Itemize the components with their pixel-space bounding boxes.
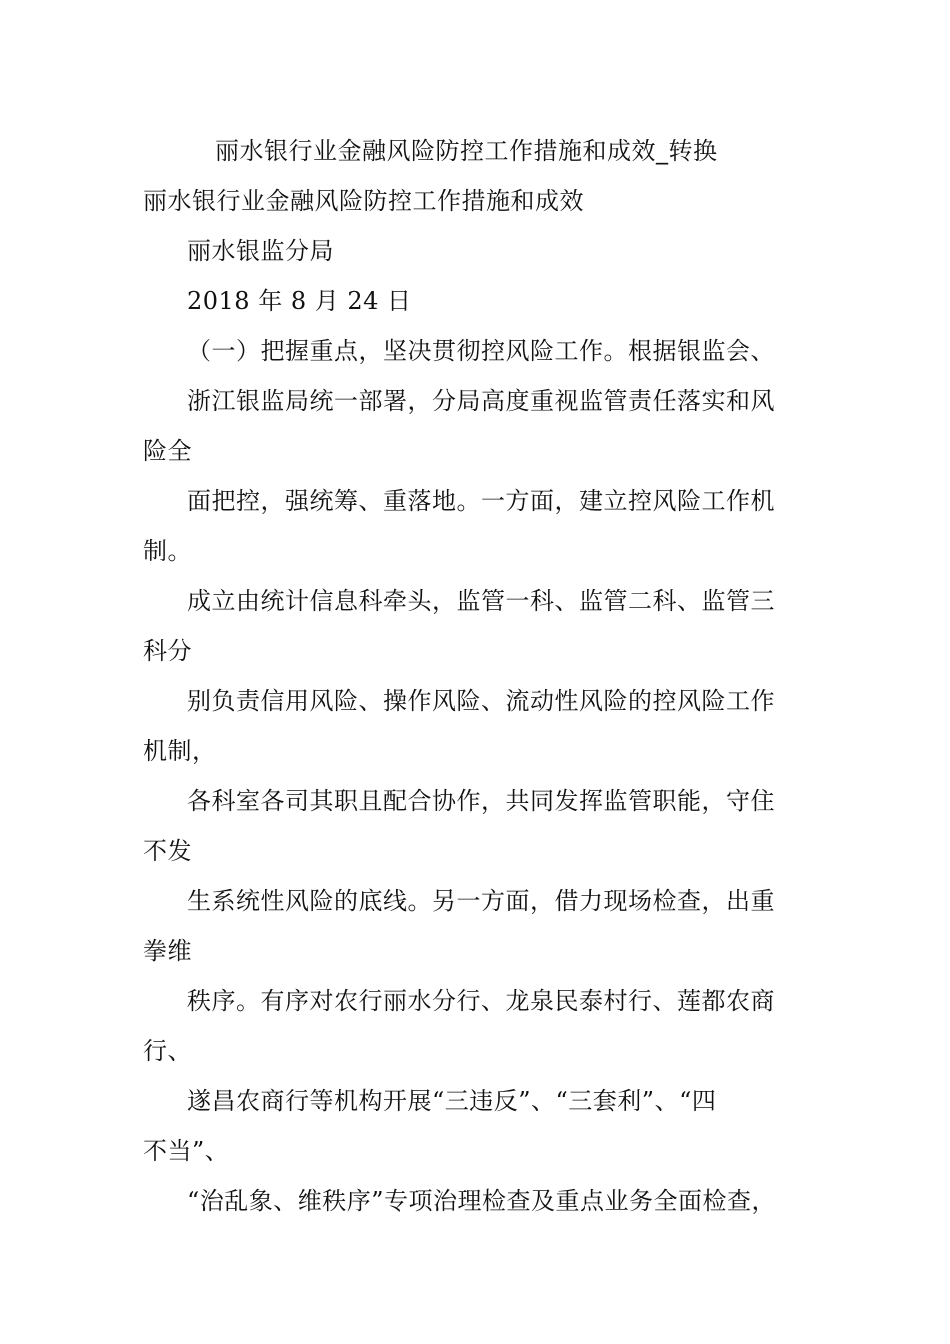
paragraph-line: 科分 bbox=[143, 637, 192, 665]
paragraph-line: “治乱象、维秩序”专项治理检查及重点业务全面检查， bbox=[187, 1187, 777, 1215]
paragraph-line: 不发 bbox=[143, 837, 192, 865]
paragraph-line: 秩序。有序对农行丽水分行、龙泉民泰村行、莲都农商 bbox=[187, 987, 775, 1015]
paragraph-line: 行、 bbox=[143, 1037, 192, 1065]
paragraph-line: 别负责信用风险、操作风险、流动性风险的控风险工作 bbox=[187, 687, 775, 715]
paragraph-line: 机制， bbox=[143, 737, 217, 765]
document-subtitle: 丽水银行业金融风险防控工作措施和成效 bbox=[143, 187, 584, 215]
paragraph-line: 拳维 bbox=[143, 937, 192, 965]
paragraph-line: 生系统性风险的底线。另一方面，借力现场检查，出重 bbox=[187, 887, 775, 915]
paragraph-line: 遂昌农商行等机构开展“三违反”、“三套利”、“四 bbox=[187, 1087, 717, 1115]
paragraph-line: 浙江银监局统一部署，分局高度重视监管责任落实和风 bbox=[187, 387, 775, 415]
document-date: 2018 年 8 月 24 日 bbox=[187, 287, 412, 315]
paragraph-line: 成立由统计信息科牵头，监管一科、监管二科、监管三 bbox=[187, 587, 775, 615]
paragraph-line: （一）把握重点，坚决贯彻控风险工作。根据银监会、 bbox=[187, 337, 775, 365]
document-author: 丽水银监分局 bbox=[187, 237, 334, 265]
paragraph-line: 险全 bbox=[143, 437, 192, 465]
paragraph-line: 面把控，强统筹、重落地。一方面，建立控风险工作机 bbox=[187, 487, 775, 515]
paragraph-line: 各科室各司其职且配合协作，共同发挥监管职能，守住 bbox=[187, 787, 775, 815]
document-title: 丽水银行业金融风险防控工作措施和成效_转换 bbox=[215, 137, 718, 165]
paragraph-line: 制。 bbox=[143, 537, 192, 565]
paragraph-line: 不当”、 bbox=[143, 1137, 230, 1165]
